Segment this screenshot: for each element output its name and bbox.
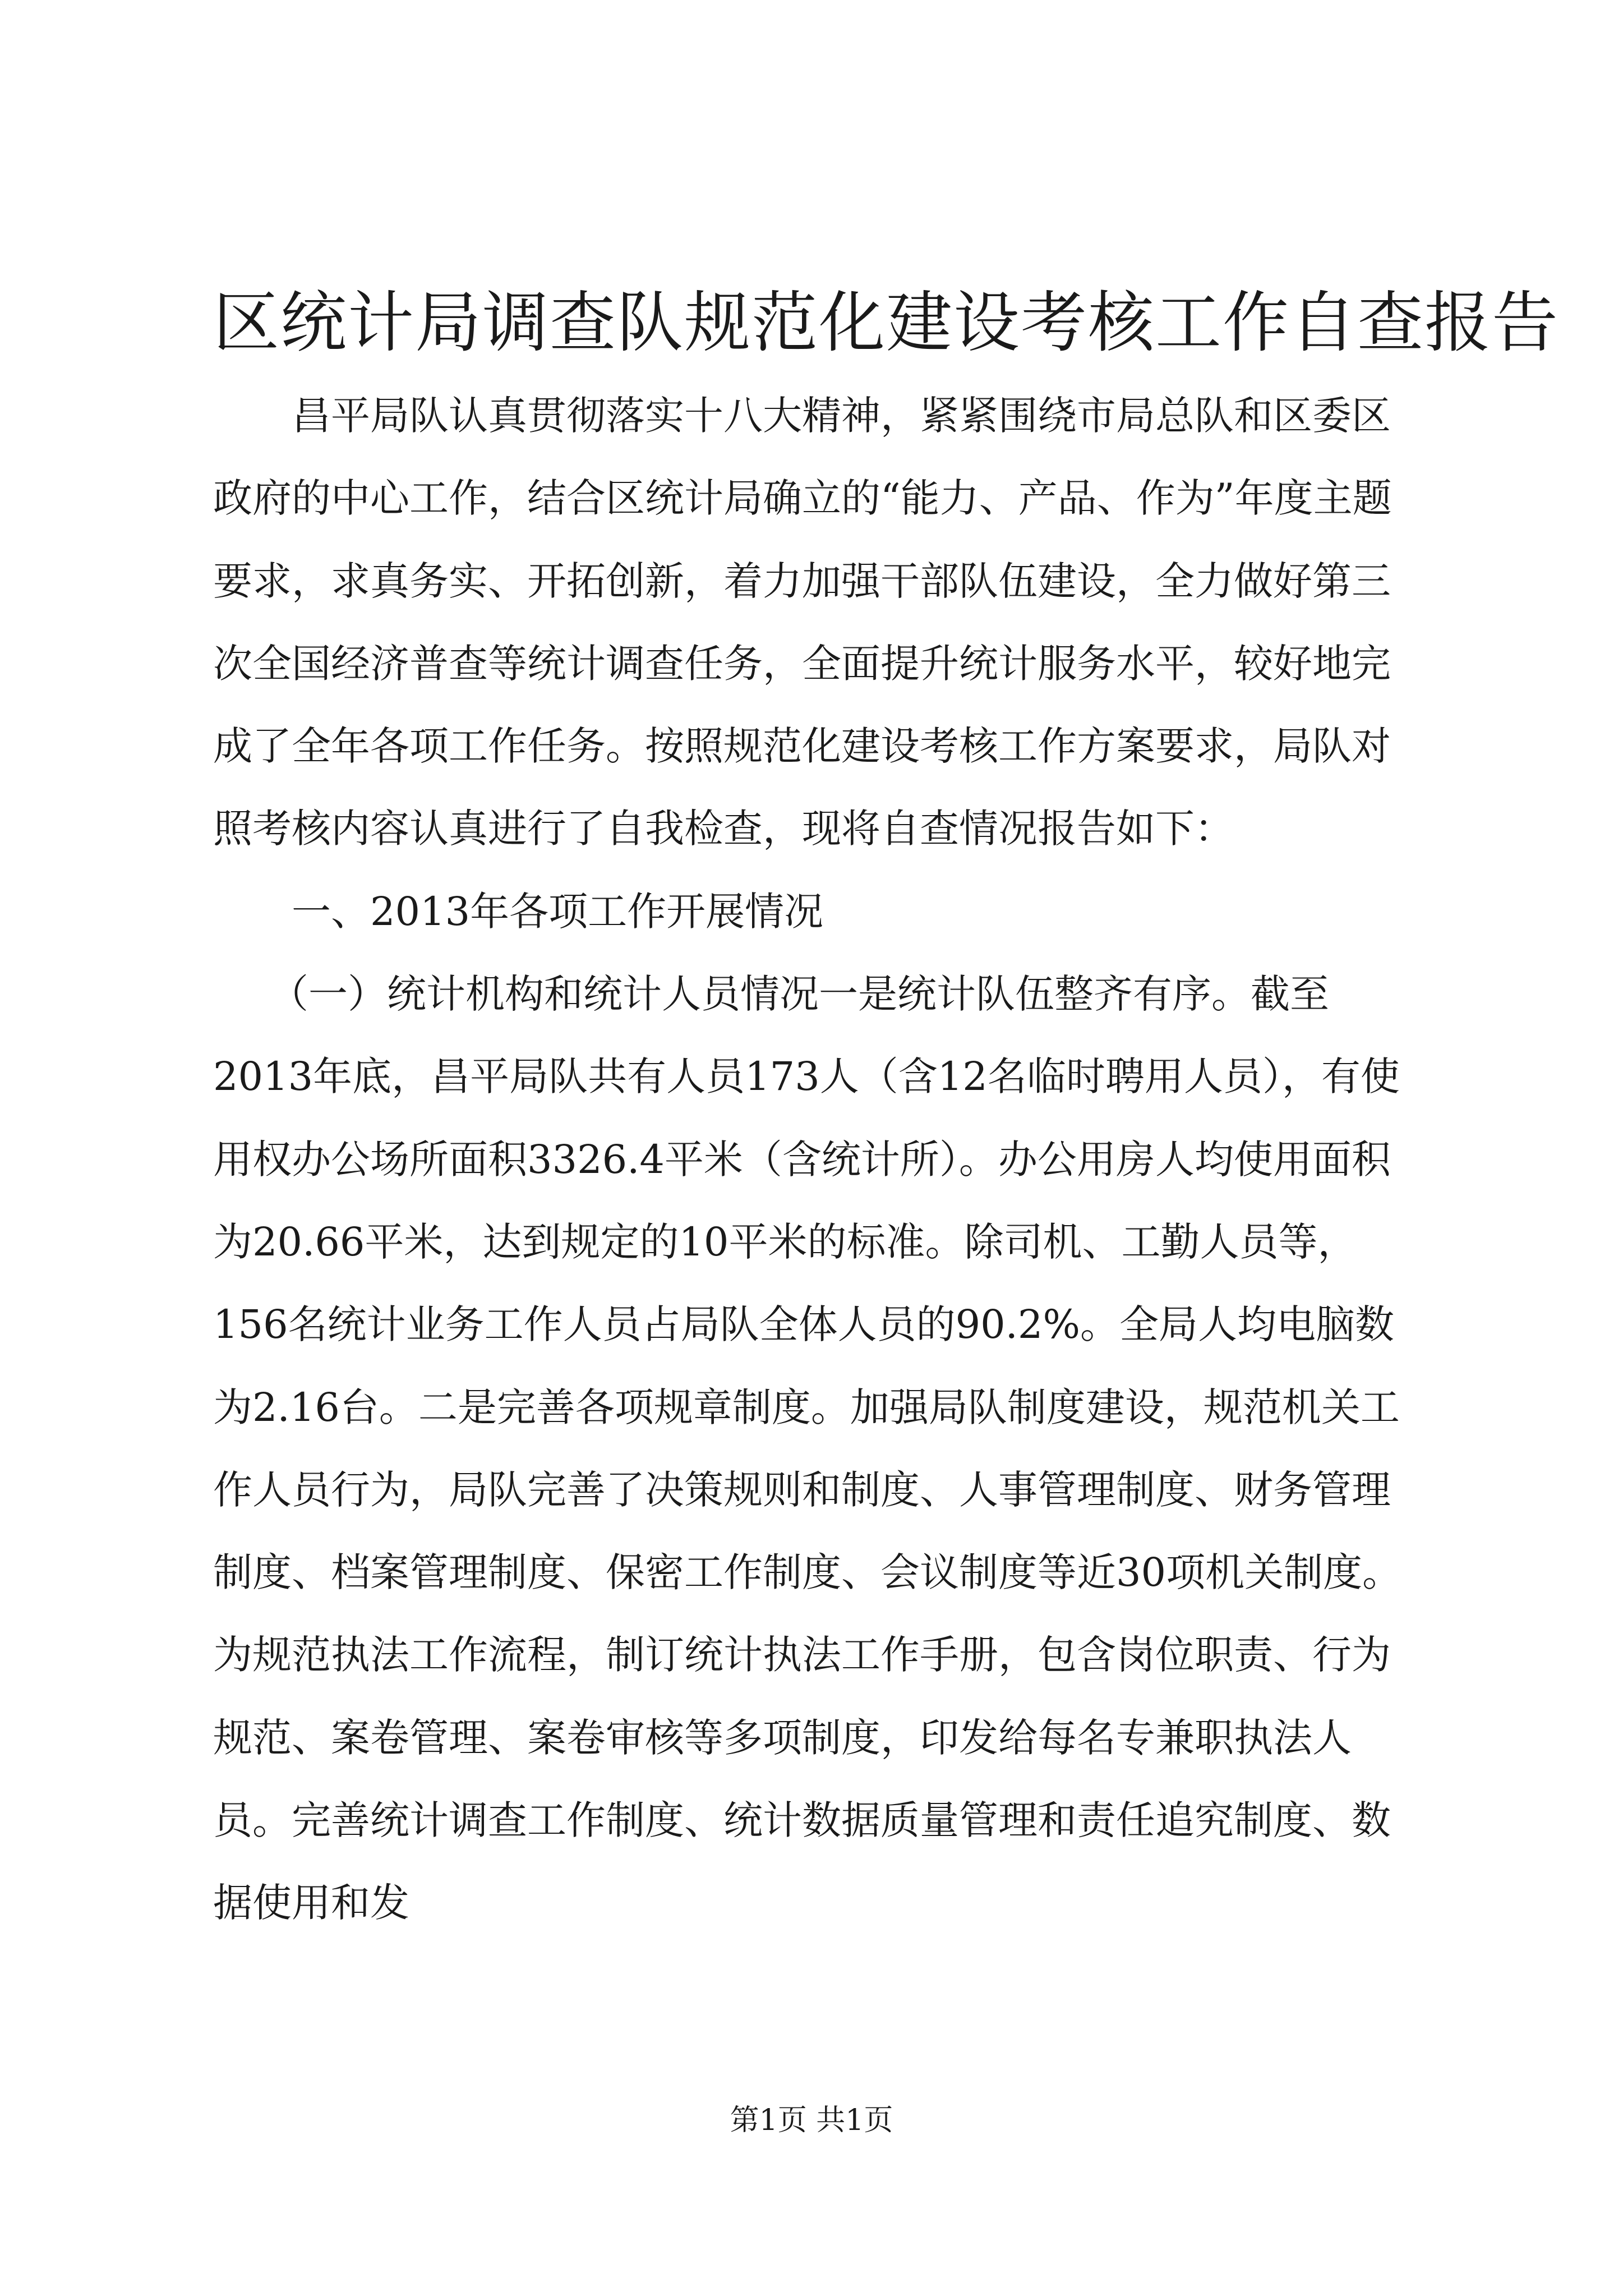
intro-paragraph: 昌平局队认真贯彻落实十八大精神，紧紧围绕市局总队和区委区政府的中心工作，结合区统计局确立的“能力、产品、作为”年度主题要求，求真务实、开拓创新，着力加强干部队伍建设，全力做好第三次全国经济普查等统计调查任务，全面提升统计服务水平，较好地完成了全年各项工作任务。按照规范化建设考核工作方案要求，局队对照考核内容认真进行了自我检查，现将自查情况报告如下： (213, 393, 1392, 852)
section-heading: 一、2013年各项工作开展情况 (292, 888, 824, 935)
page-footer: 第1页 共1页 (730, 2104, 893, 2137)
document-body (213, 375, 1419, 1945)
subsection-paragraph: （一）统计机构和统计人员情况一是统计队伍整齐有序。截至2013年底，昌平局队共有人员173人（含12名临时聘用人员），有使用权办公场所面积3326.4平米（含统计所）。办公用房人均使用面积为20.66平米，达到规定的10平米的标准。除司机、工勤人员等，156名统计业务工作人员占局队全体人员的90.2%。全局人均电脑数为2.16台。二是完善各项规章制度。加强局队制度建设，规范机关工作人员行为，局队完善了决策规则和制度、人事管理制度、财务管理制度、档案管理制度、保密工作制度、会议制度等近30项机关制度。为规范执法工作流程，制订统计执法工作手册，包含岗位职责、行为规范、案卷管理、案卷审核等多项制度，印发给每名专兼职执法人员。完善统计调查工作制度、统计数据质量管理和责任追究制度、数据使用和发 (213, 971, 1402, 1926)
document-title: 区统计局调查队规范化建设考核工作自查报告 (213, 284, 1560, 361)
